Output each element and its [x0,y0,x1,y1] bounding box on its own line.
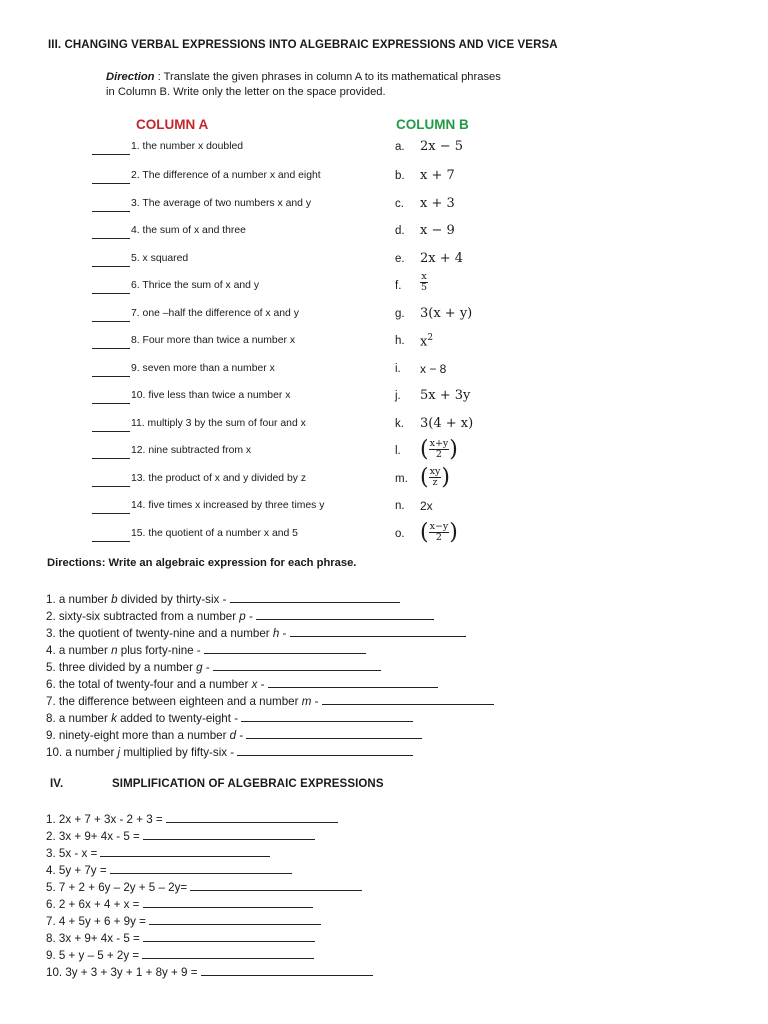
section-iv-numeral: IV. [50,778,64,790]
answer-blank[interactable] [92,348,130,349]
phrase-variable: m [301,695,312,708]
fraction-denominator: z [432,477,438,488]
phrase-text: 2. sixty-six subtracted from a number [46,610,240,623]
direction-label: Direction [106,71,155,83]
phrase-text-end: added to twenty-eight - [116,712,242,725]
phrase-item [46,642,494,659]
column-b-expression: ( $\frac{x-y}{2}$ ) [420,520,458,545]
answer-line[interactable] [142,947,314,959]
simplify-item [46,964,373,981]
answer-blank[interactable] [92,541,130,542]
phrase-variable: d [229,729,237,742]
fraction-numerator: x−y [429,521,449,532]
column-b-letter: g. [395,308,405,320]
column-b-expression: x − 9 [420,223,455,238]
column-b-letter: a. [395,141,405,153]
phrase-text-end: - [311,695,322,708]
simplify-item [46,811,373,828]
answer-line[interactable] [190,879,362,891]
phrase-item [46,659,494,676]
phrase-item [46,744,494,761]
matching-row [0,361,768,381]
column-a-phrase: 13. the product of x and y divided by z [131,473,307,484]
phrase-text-end: - [236,729,247,742]
answer-line[interactable] [213,659,381,671]
column-b-letter: j. [395,390,401,402]
fraction-numerator: xy [429,466,441,477]
column-b-expression: x − 8 [420,362,447,376]
column-b-expression: 2x [420,499,433,513]
matching-row [0,498,768,518]
section-iv-title [50,778,384,790]
simplify-expression: 9. 5 + y – 5 + 2y = [46,949,143,962]
answer-blank[interactable] [92,431,130,432]
simplify-expression: 3. 5x - x = [46,847,101,860]
phrase-text-end: multiplied by fifty-six - [120,746,238,759]
column-a-phrase: 5. x squared [131,253,189,264]
matching-row [0,437,768,463]
simplify-list [46,811,373,981]
answer-blank[interactable] [92,183,130,184]
phrase-text: 3. the quotient of twenty-nine and a number [46,627,273,640]
phrase-text-end: divided by thirty-six - [117,593,230,606]
column-b-letter: d. [395,225,405,237]
column-a-phrase: 10. five less than twice a number x [131,390,291,401]
answer-blank[interactable] [92,513,130,514]
answer-blank[interactable] [92,321,130,322]
answer-line[interactable] [143,828,315,840]
matching-row [0,223,768,243]
matching-row [0,465,768,491]
column-b-letter: h. [395,335,405,347]
phrase-item [46,625,494,642]
simplify-expression: 2. 3x + 9+ 4x - 5 = [46,830,143,843]
simplify-expression: 10. 3y + 3 + 3y + 1 + 8y + 9 = [46,966,201,979]
fraction-denominator: 2 [435,449,442,460]
simplify-expression: 5. 7 + 2 + 6y – 2y + 5 – 2y= [46,881,191,894]
phrase-text: 7. the difference between eighteen and a number [46,695,302,708]
simplify-item [46,913,373,930]
answer-line[interactable] [149,913,321,925]
column-a-phrase: 2. The difference of a number x and eight [131,170,321,181]
column-b-heading: COLUMN B [396,117,469,132]
directions-2: Directions: Write an algebraic expression for each phrase. [47,557,357,569]
phrase-item [46,676,494,693]
answer-line[interactable] [237,744,413,756]
column-b-expression [420,272,428,293]
phrase-text-end: - [202,661,213,674]
direction-text [106,70,506,100]
phrase-variable: x [251,678,258,691]
answer-line[interactable] [110,862,292,874]
column-b-letter: f. [395,280,402,292]
answer-blank[interactable] [92,293,130,294]
answer-blank[interactable] [92,486,130,487]
answer-blank[interactable] [92,211,130,212]
column-b-expression: 3(4 + x) [420,416,474,431]
simplify-expression: 6. 2 + 6x + 4 + x = [46,898,143,911]
column-b-letter: m. [395,473,408,485]
column-b-expression: ( $\frac{x+y}{2}$ ) [420,437,458,462]
matching-row [0,416,768,436]
phrase-item [46,608,494,625]
matching-row [0,388,768,408]
column-b-letter: k. [395,418,404,430]
answer-line[interactable] [143,930,315,942]
column-b-letter: i. [395,363,401,375]
answer-line[interactable] [246,727,422,739]
fraction-numerator: x+y [429,438,449,449]
section-iv-heading: SIMPLIFICATION OF ALGEBRAIC EXPRESSIONS [112,778,384,790]
phrase-variable: k [111,712,117,725]
simplify-item [46,947,373,964]
column-a-phrase: 1. the number x doubled [131,141,244,152]
answer-blank[interactable] [92,266,130,267]
column-b-letter: n. [395,500,405,512]
column-a-heading: COLUMN A [136,117,209,132]
answer-line[interactable] [166,811,338,823]
column-a-phrase: 8. Four more than twice a number x [131,335,296,346]
phrase-text: 5. three divided by a number [46,661,197,674]
column-b-letter: e. [395,253,405,265]
matching-row [0,271,768,298]
simplify-item [46,930,373,947]
answer-line[interactable] [100,845,270,857]
simplify-expression: 1. 2x + 7 + 3x - 2 + 3 = [46,813,166,826]
matching-row [0,196,768,216]
phrase-text-end: plus forty-nine - [117,644,204,657]
answer-blank[interactable] [92,154,130,155]
phrase-text: 8. a number [46,712,112,725]
column-b-expression: 3(x + y) [420,306,473,321]
phrase-text: 6. the total of twenty-four and a number [46,678,252,691]
simplify-item [46,828,373,845]
fraction [429,522,450,543]
answer-blank[interactable] [92,458,130,459]
phrase-variable: n [111,644,118,657]
phrase-item [46,727,494,744]
matching-row [0,520,768,546]
answer-line[interactable] [241,710,413,722]
column-a-phrase: 15. the quotient of a number x and 5 [131,528,298,539]
answer-blank[interactable] [92,403,130,404]
answer-line[interactable] [322,693,494,705]
simplify-item [46,862,373,879]
fraction-denominator: 5 [421,282,428,293]
phrase-text: 9. ninety-eight more than a number [46,729,230,742]
column-b-letter: c. [395,198,404,210]
column-a-phrase: 6. Thrice the sum of x and y [131,280,260,291]
phrase-text-end: - [245,610,257,623]
phrase-variable: h [272,627,280,640]
answer-line[interactable] [230,591,400,603]
phrase-variable: g [196,661,203,674]
matching-row [0,333,768,353]
column-b-expression: 5x + 3y [420,388,471,403]
column-b-letter: l. [395,445,401,457]
simplify-expression: 7. 4 + 5y + 6 + 9y = [46,915,150,928]
column-b-expression: x + 7 [420,168,455,183]
phrase-item [46,591,494,608]
answer-line[interactable] [204,642,366,654]
simplify-item [46,896,373,913]
column-b-expression: ( $\frac{xy}{z}$ ) [420,465,450,490]
phrase-variable: p [239,610,246,623]
simplify-expression: 8. 3x + 9+ 4x - 5 = [46,932,143,945]
fraction [429,439,450,460]
phrase-text-end: - [279,627,290,640]
phrase-text: 10. a number [46,746,118,759]
column-b-expression: 2x + 4 [420,251,464,266]
answer-line[interactable] [256,608,434,620]
column-a-phrase: 12. nine subtracted from x [131,445,252,456]
phrase-item [46,693,494,710]
matching-row [0,168,768,188]
fraction [420,272,428,293]
column-b-letter: b. [395,170,405,182]
column-a-phrase: 11. multiply 3 by the sum of four and x [131,418,306,429]
power-exponent: 2 [427,333,434,343]
matching-row [0,251,768,271]
column-a-phrase: 4. the sum of x and three [131,225,246,236]
power-base: x [420,334,428,350]
phrase-item [46,710,494,727]
simplify-item [46,845,373,862]
phrase-text-end: - [257,678,268,691]
answer-line[interactable] [143,896,313,908]
fraction-denominator: 2 [435,532,442,543]
answer-blank[interactable] [92,238,130,239]
answer-blank[interactable] [92,376,130,377]
matching-row [0,139,768,159]
column-a-phrase: 7. one –half the difference of x and y [131,308,299,319]
column-a-phrase: 14. five times x increased by three times y [131,500,325,511]
answer-line[interactable] [201,964,373,976]
column-a-phrase: 9. seven more than a number x [131,363,275,374]
column-a-phrase: 3. The average of two numbers x and y [131,198,312,209]
section-iii-title: III. CHANGING VERBAL EXPRESSIONS INTO ALGEBRAIC EXPRESSIONS AND VICE VERSA [48,39,558,51]
column-b-letter: o. [395,528,405,540]
answer-line[interactable] [290,625,466,637]
simplify-item [46,879,373,896]
phrase-list [46,591,494,761]
matching-row [0,306,768,326]
phrase-variable: j [117,746,121,759]
phrase-text: 1. a number [46,593,112,606]
column-b-expression: 2x − 5 [420,139,464,154]
simplify-expression: 4. 5y + 7y = [46,864,110,877]
column-b-expression: x + 3 [420,196,455,211]
answer-line[interactable] [268,676,438,688]
phrase-text: 4. a number [46,644,112,657]
column-b-expression [420,333,433,349]
direction-body: : Translate the given phrases in column A to its mathematical phrases in Column B. Write only the letter on the space provided. [106,71,501,98]
fraction [429,467,442,488]
fraction-numerator: x [421,271,427,282]
phrase-variable: b [111,593,118,606]
